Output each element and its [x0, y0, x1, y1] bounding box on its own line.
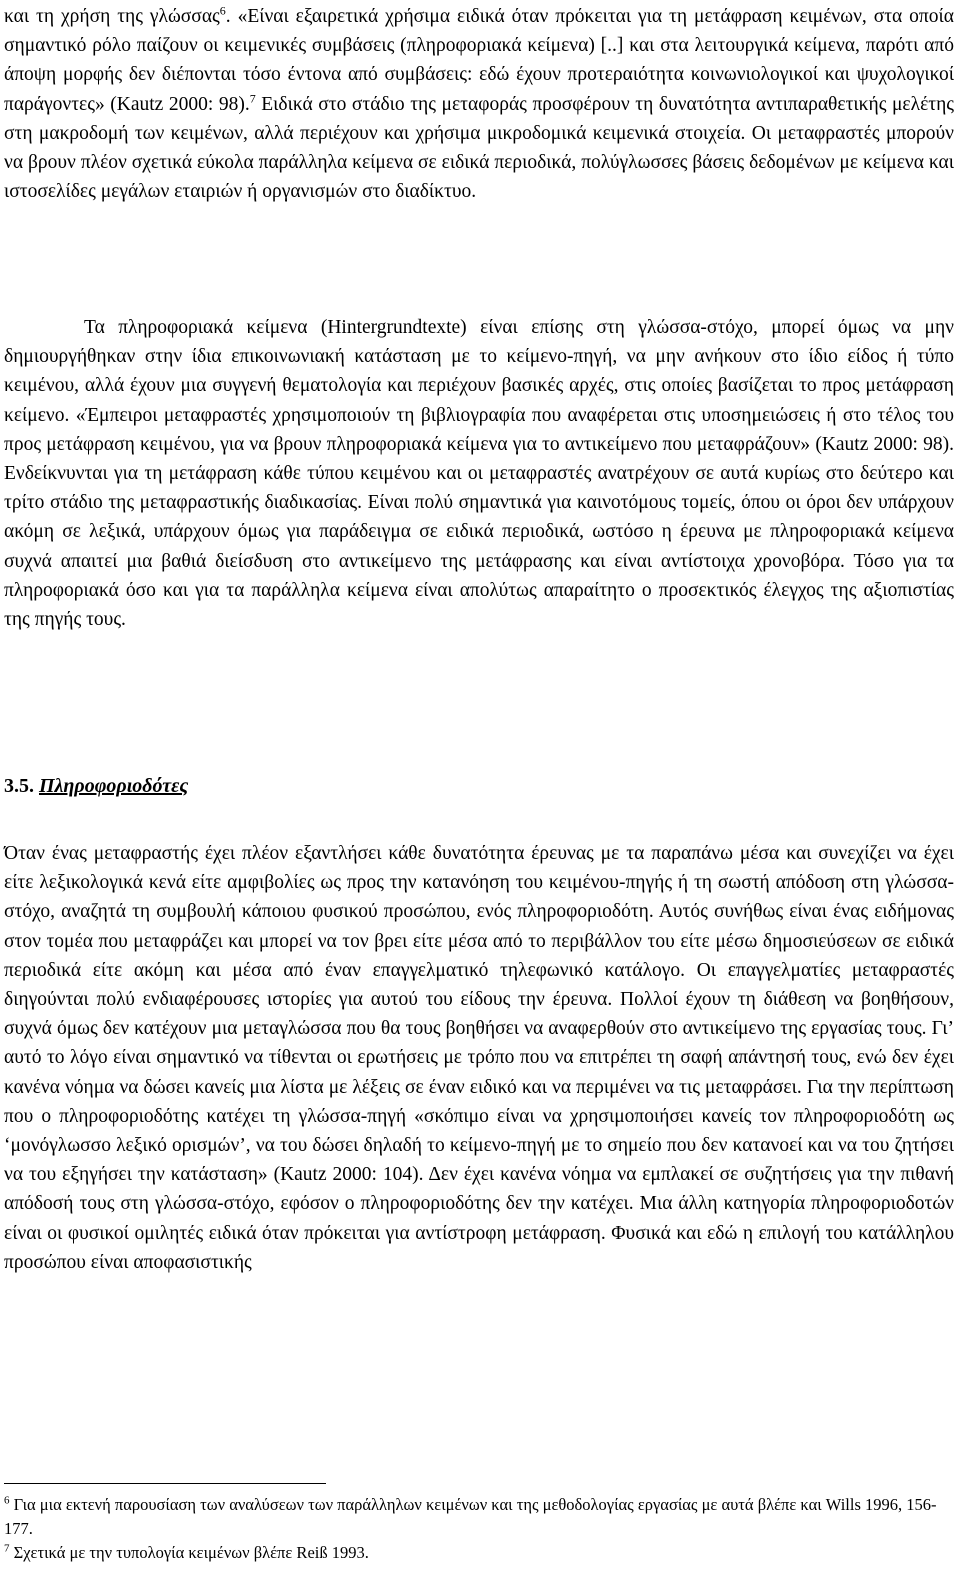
footnotes	[4, 1493, 954, 1565]
footnote-number-7: 7	[4, 1542, 10, 1555]
footnote-text-6: Για μια εκτενή παρουσίαση των αναλύσεων των παράλληλων κειμένων και της μεθοδολογίας εργασίας με αυτά βλέπε και Wills 1996, 156-177.	[4, 1495, 937, 1538]
section-heading	[4, 772, 188, 801]
paragraph-1-text-a: και τη χρήση της γλώσσας	[4, 6, 220, 27]
section-number: 3.5.	[4, 775, 34, 797]
footnote-7	[4, 1541, 954, 1565]
footnote-text-7: Σχετικά με την τυπολογία κειμένων βλέπε Reiß 1993.	[9, 1543, 369, 1562]
body-paragraph-3: Όταν ένας μεταφραστής έχει πλέον εξαντλήσει κάθε δυνατότητα έρευνας με τα παραπάνω μέσα και συνεχίζει να έχει είτε λεξικολογικά κενά είτε αμφιβολίες ως προς την κατανόηση του κειμένου-πηγής ή τη σωστή απόδοση στη γλώσσα-στόχο, αναζητά τη συμβουλή κάποιου φυσικού προσώπου, ενός πληροφοριοδότη. Αυτός συνήθως είναι ένας ειδήμονας στον τομέα που μεταφράζει και μπορεί να τον βρει είτε μέσα από το περιβάλλον του είτε μέσω δημοσιεύσεων σε ειδικά περιοδικά είτε ακόμη και μέσα από έναν επαγγελματικό τηλεφωνικό κατάλογο. Οι επαγγελματίες μεταφραστές διηγούνται πολύ ενδιαφέρουσες ιστορίες για αυτού του είδους την έρευνα. Πολλοί έχουν τη διάθεση να βοηθήσουν, συχνά όμως δεν κατέχουν μια μεταγλώσσα που θα τους βοηθήσει να αναφερθούν στο αντικείμενο της εργασίας τους. Γι’ αυτό το λόγο είναι σημαντικό να τίθενται οι ερωτήσεις με τρόπο που να επιτρέπει τη σαφή απάντησή τους, ενώ δεν έχει κανένα νόημα να δώσει κανείς μια λίστα με λέξεις σε έναν ειδικό και να περιμένει να τις μεταφράσει. Για την περίπτωση που ο πληροφοριοδότης κατέχει τη γλώσσα-πηγή «σκόπιμο είναι να χρησιμοποιήσει κανείς τον πληροφοριοδότη ως ‘μονόγλωσσο λεξικό ορισμών’, να του δώσει δηλαδή το κείμενο-πηγή με το σημείο που δεν κατανοεί και να του ζητήσει να του εξηγήσει την κατάσταση» (Kautz 2000: 104). Δεν έχει κανένα νόημα να εμπλακεί σε συζητήσεις για την πιθανή απόδοσή τους στη γλώσσα-στόχο, εφόσον ο πληροφοριοδότης δεν την κατέχει. Μια άλλη κατηγορία πληροφοριοδοτών είναι οι φυσικοί ομιλητές ειδικά όταν πρόκειται για αντίστροφη μετάφραση. Φυσικά και εδώ η επιλογή του κατάλληλου προσώπου είναι αποφασιστικής	[4, 843, 954, 1273]
body-paragraph-2: Τα πληροφοριακά κείμενα (Hintergrundtexte) είναι επίσης στη γλώσσα-στόχο, μπορεί όμως να μην δημιουργήθηκαν στην ίδια επικοινωνιακή κατάσταση με το κείμενο-πηγή, να μην ανήκουν στο ίδιο είδος ή τύπο κειμένου, αλλά έχουν μια συγγενή θεματολογία και περιέχουν βασικές αρχές, στις οποίες βασίζεται το προς μετάφραση κείμενο. «Έμπειροι μεταφραστές χρησιμοποιούν τη βιβλιογραφία που αναφέρεται στις υποσημειώσεις ή στο τέλος του προς μετάφραση κειμένου, για να βρουν πληροφοριακά κείμενα για το αντικείμενο που μεταφράζουν» (Kautz 2000: 98). Ενδείκνυνται για τη μετάφραση κάθε τύπου κειμένου και οι μεταφραστές ανατρέχουν σε αυτά κυρίως στο δεύτερο και τρίτο στάδιο της μεταφραστικής διαδικασίας. Είναι πολύ σημαντικά για καινοτόμους τομείς, όπου οι όροι δεν υπάρχουν ακόμη σε λεξικά, υπάρχουν όμως για παράδειγμα σε ειδικά περιοδικά, ωστόσο η έρευνα με πληροφοριακά κείμενα συχνά απαιτεί μια βαθιά διείσδυση στο αντικείμενο της μετάφρασης και είναι αντίστοιχα χρονοβόρα. Τόσο για τα πληροφοριακά όσο και για τα παράλληλα κείμενα είναι απολύτως απαραίτητο ο προσεκτικός έλεγχος της αξιοπιστίας της πηγής τους.	[4, 317, 954, 631]
section-title: Πληροφοριοδότες	[39, 775, 189, 797]
paragraph-1-text-c: Ειδικά στο στάδιο της μεταφοράς προσφέρουν τη δυνατότητα αντιπαραθετικής μελέτης στη μακροδομή των κειμένων, αλλά περιέχουν και χρήσιμα μικροδομικά κειμενικά στοιχεία. Οι μεταφραστές μπορούν να βρουν πλέον σχετικά εύκολα παράλληλα κείμενα σε ειδικά περιοδικά, πολύγλωσσες βάσεις δεδομένων με κείμενα και ιστοσελίδες μεγάλων εταιριών ή οργανισμών στο διαδίκτυο.	[4, 93, 955, 203]
paragraph-1-text-b: . «Είναι εξαιρετικά χρήσιμα ειδικά όταν πρόκειται για τη μετάφραση κειμένων, στα οποία σημαντικό ρόλο παίζουν οι κειμενικές συμβάσεις (πληροφοριακά κείμενα) [..] και στα λειτουργικά κείμενα, παρότι από άποψη μορφής δεν διέπονται τόσο έντονα από συμβάσεις: εδώ έχουν προτεραιότητα κοινωνιολογικοί και ψυχολογικοί παράγοντες» (Kautz 2000: 98).	[4, 6, 954, 115]
footnote-separator	[4, 1483, 326, 1484]
footnote-number-6: 6	[4, 1494, 10, 1507]
footnote-6	[4, 1493, 954, 1541]
footnote-ref-7[interactable]: 7	[249, 91, 256, 106]
footnote-ref-6[interactable]: 6	[219, 3, 226, 18]
body-paragraph-1	[4, 2, 954, 206]
